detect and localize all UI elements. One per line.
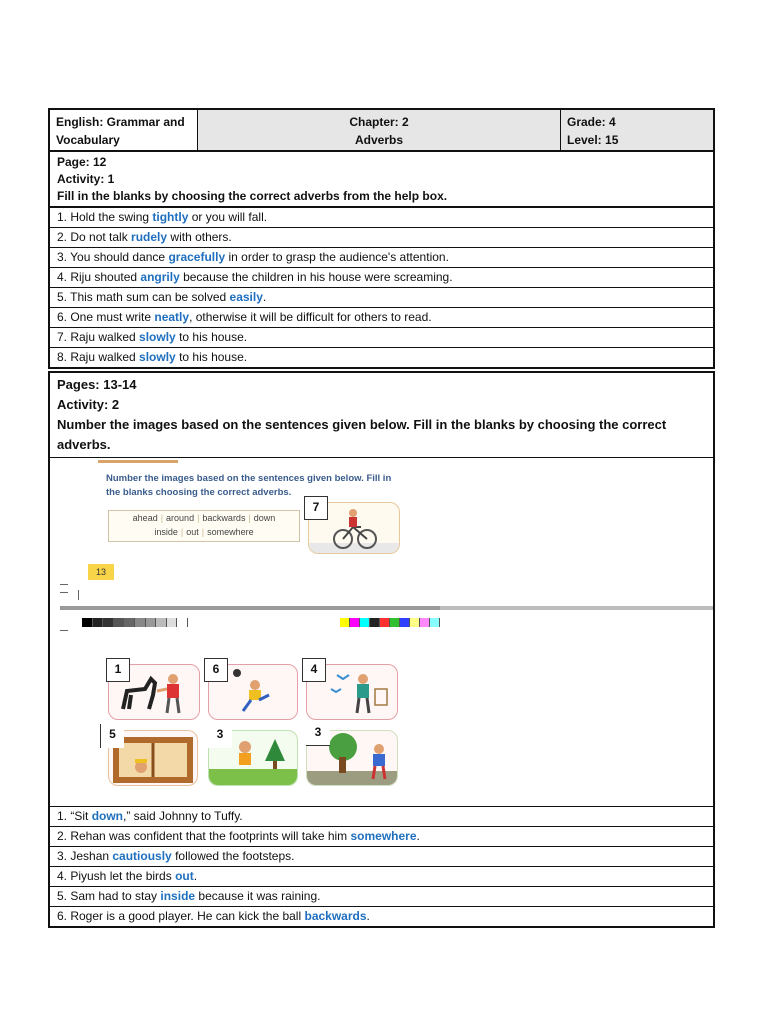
help-word: down [253, 513, 276, 523]
sentence-row [50, 906, 713, 926]
activity2-section [48, 371, 715, 928]
grade-label: Grade: 4 [567, 115, 616, 129]
book-instruction-line-2: the blanks choosing the correct adverbs. [106, 487, 292, 498]
adverb-answer: down [91, 809, 124, 823]
grayscale-strip [82, 618, 188, 627]
sentence-text: or you will fall. [188, 210, 268, 224]
activity2-title: Activity: 2 [57, 397, 120, 412]
help-word: ahead [132, 513, 158, 523]
sentence-text: to his house. [175, 330, 248, 344]
subject-line-2: Vocabulary [56, 133, 120, 147]
chapter-label: Chapter: 2 [349, 115, 409, 129]
sentence-row [50, 347, 713, 367]
sentence-text: . [366, 909, 370, 923]
adverb-answer: out [175, 869, 194, 883]
sentence-row [50, 267, 713, 287]
activity1-page: Page: 12 [57, 155, 107, 169]
image-number-box: 6 [204, 658, 228, 682]
help-box [108, 510, 300, 542]
worksheet [48, 108, 715, 928]
separator: | [180, 527, 184, 537]
separator: | [248, 513, 251, 523]
help-word: backwards [202, 513, 246, 523]
image-number-box: 5 [100, 724, 124, 748]
sentence-text: with others. [167, 230, 232, 244]
sentence-text: , otherwise it will be difficult for others to read. [189, 310, 432, 324]
sentence-text: . [262, 290, 267, 304]
sentence-row [50, 807, 713, 826]
adverb-answer: gracefully [168, 250, 226, 264]
sentence-row [50, 846, 713, 866]
sentence-text: 6. One must write [57, 310, 155, 324]
image-number-box: 4 [302, 658, 326, 682]
sentence-row [50, 826, 713, 846]
sentence-row [50, 208, 713, 227]
sentence-text: 2. Rehan was confident that the footprints will take him [57, 829, 351, 843]
sentence-text: followed the footsteps. [171, 849, 295, 863]
adverb-answer: slowly [139, 350, 176, 364]
adverb-answer: neatly [154, 310, 190, 324]
activity2-header [50, 373, 713, 457]
sentence-text: 5. This math sum can be solved [57, 290, 230, 304]
print-bar [60, 606, 440, 610]
sentence-row [50, 247, 713, 267]
help-word: around [166, 513, 195, 523]
sentence-text: 7. Raju walked [57, 330, 140, 344]
help-word: somewhere [207, 527, 254, 537]
chapter-cell [198, 110, 561, 150]
adverb-answer: angrily [140, 270, 180, 284]
sentence-text: 1. Hold the swing [57, 210, 153, 224]
worksheet-header [48, 108, 715, 152]
separator: | [160, 513, 164, 523]
subject-line-1: English: Grammar and [56, 115, 185, 129]
sentence-row [50, 327, 713, 347]
sentence-text: because it was raining. [195, 889, 321, 903]
activity2-instruction: Number the images based on the sentences given below. Fill in the blanks by choosing the correct adverbs. [57, 417, 667, 452]
sentence-text: 3. You should dance [57, 250, 169, 264]
sentence-text: 3. Jeshan [57, 849, 113, 863]
sentence-text: 4. Riju shouted [57, 270, 141, 284]
sentence-text: 4. Piyush let the birds [57, 869, 176, 883]
crop-mark [78, 590, 79, 600]
separator: | [197, 513, 200, 523]
image-number-box: 3 [208, 724, 232, 748]
sentence-text: to his house. [175, 350, 248, 364]
adverb-answer: backwards [304, 909, 367, 923]
subject-cell [50, 110, 198, 150]
activity1-header [48, 152, 715, 208]
topic-label: Adverbs [354, 133, 404, 147]
crop-mark [60, 584, 68, 585]
help-word: out [186, 527, 199, 537]
help-word: inside [154, 527, 178, 537]
help-box-row-2 [109, 525, 299, 539]
activity2-sentences [50, 807, 713, 926]
sentence-text: 5. Sam had to stay [57, 889, 161, 903]
page-number-badge: 13 [88, 564, 114, 580]
sentence-text: in order to grasp the audience's attention. [225, 250, 449, 264]
adverb-answer: cautiously [112, 849, 172, 863]
adverb-answer: tightly [152, 210, 189, 224]
activity2-pages: Pages: 13-14 [57, 377, 137, 392]
sentence-text: 6. Roger is a good player. He can kick the ball [57, 909, 305, 923]
sentence-text: ,” said Johnny to Tuffy. [123, 809, 243, 823]
sentence-text: because the children in his house were screaming. [179, 270, 453, 284]
sentence-text: 1. “Sit [57, 809, 92, 823]
textbook-image [50, 457, 713, 807]
crop-mark [60, 630, 68, 631]
adverb-answer: inside [160, 889, 196, 903]
sentence-row [50, 227, 713, 247]
sentence-text: . [193, 869, 198, 883]
crop-mark [60, 592, 68, 593]
activity1-instruction: Fill in the blanks by choosing the correct adverbs from the help box. [57, 189, 448, 203]
sentence-text: 8. Raju walked [57, 350, 140, 364]
image-number-box: 1 [106, 658, 130, 682]
help-box-row-1 [109, 511, 299, 525]
separator: | [201, 527, 205, 537]
activity1-title: Activity: 1 [57, 172, 115, 186]
sentence-row [50, 287, 713, 307]
activity1-sentences [48, 208, 715, 369]
sentence-row [50, 886, 713, 906]
image-number-box: 7 [304, 496, 328, 520]
level-label: Level: 15 [567, 133, 619, 147]
adverb-answer: somewhere [350, 829, 417, 843]
adverb-answer: slowly [139, 330, 176, 344]
adverb-answer: rudely [131, 230, 168, 244]
print-bar-right [440, 606, 713, 610]
sentence-row [50, 307, 713, 327]
grade-cell [561, 110, 713, 150]
book-instruction-line-1: Number the images based on the sentences given below. Fill in [106, 473, 392, 484]
sentence-row [50, 866, 713, 886]
decorative-strip [98, 460, 178, 463]
sentence-text: 2. Do not talk [57, 230, 132, 244]
book-instruction [106, 472, 391, 500]
image-number-box: 3 [306, 722, 330, 746]
adverb-answer: easily [229, 290, 263, 304]
sentence-text: . [416, 829, 420, 843]
color-strip [340, 618, 440, 627]
